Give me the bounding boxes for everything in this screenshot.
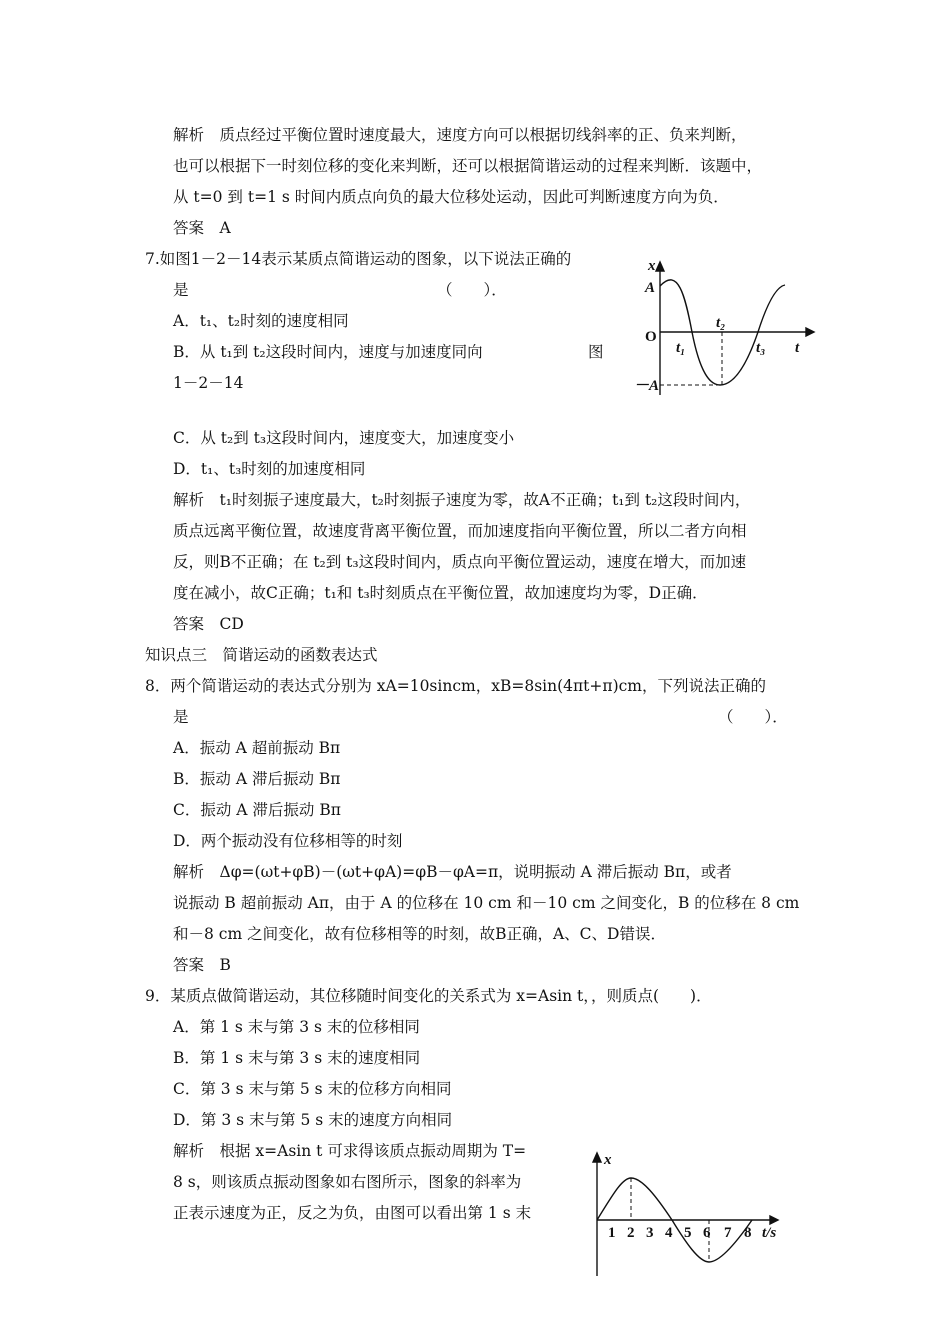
figure-sine-graph (584, 1148, 794, 1280)
fig1-label-t3: t₃ (756, 340, 766, 356)
text-line: A．第 1 s 末与第 3 s 末的位移相同 (173, 1018, 420, 1036)
text-line: 答案 A (173, 219, 231, 237)
fig1-label-t2: t₂ (716, 315, 726, 331)
text-line: 1－2－14 (173, 374, 244, 392)
text-line: （ ）． (437, 281, 507, 299)
fig2-label-ts: t/s (762, 1225, 777, 1241)
text-line: 8．两个简谐运动的表达式分别为 xA=10sincm，xB=8sin(4πt+π)cm，下列说法正确的 (145, 677, 767, 695)
fig2-tick-8: 8 (744, 1225, 752, 1241)
y-axis-arrow (656, 262, 664, 271)
text-line: 8 s，则该质点振动图象如右图所示，图象的斜率为 (173, 1173, 522, 1191)
fig2-tick-4: 4 (665, 1225, 673, 1241)
text-line: D．t₁、t₃时刻的加速度相同 (173, 460, 366, 478)
fig2-tick-2: 2 (627, 1225, 635, 1241)
text-line: C．第 3 s 末与第 5 s 末的位移方向相同 (173, 1080, 452, 1098)
text-line: 正表示速度为正，反之为负，由图可以看出第 1 s 末 (173, 1204, 532, 1222)
text-line: C．从 t₂到 t₃这段时间内，速度变大，加速度变小 (173, 429, 515, 447)
fig2-tick-6: 6 (703, 1225, 711, 1241)
text-line: 图 (588, 343, 604, 361)
figure-1-2-14-graph (630, 255, 820, 405)
fig2-tick-7: 7 (724, 1225, 732, 1241)
text-line: 说振动 B 超前振动 Aπ，由于 A 的位移在 10 cm 和－10 cm 之间变化，B 的位移在 8 cm (173, 894, 800, 912)
text-line: 解析 t₁时刻振子速度最大，t₂时刻振子速度为零，故A不正确；t₁到 t₂这段时间内， (173, 491, 751, 509)
text-line: B．第 1 s 末与第 3 s 末的速度相同 (173, 1049, 421, 1067)
fig1-label-x: x (648, 258, 656, 274)
text-line: 答案 B (173, 956, 231, 974)
text-line: B．从 t₁到 t₂这段时间内，速度与加速度同向 (173, 343, 483, 361)
text-line: 反，则B不正确；在 t₂到 t₃这段时间内，质点向平衡位置运动，速度在增大，而加速 (173, 553, 747, 571)
text-line: 解析 Δφ=(ωt+φB)－(ωt+φA)=φB－φA=π，说明振动 A 滞后振动 Bπ，或者 (173, 863, 732, 881)
text-line: 质点远离平衡位置，故速度背离平衡位置，而加速度指向平衡位置，所以二者方向相 (173, 522, 747, 540)
text-line: 和－8 cm 之间变化，故有位移相等的时刻，故B正确，A、C、D错误． (173, 925, 666, 943)
text-line: A．振动 A 超前振动 Bπ (173, 739, 341, 757)
text-line: A．t₁、t₂时刻的速度相同 (173, 312, 349, 330)
fig2-tick-3: 3 (646, 1225, 654, 1241)
text-line: 从 t=0 到 t=1 s 时间内质点向负的最大位移处运动，因此可判断速度方向为负． (173, 188, 729, 206)
text-line: 度在减小，故C正确；t₁和 t₃时刻质点在平衡位置，故加速度均为零，D正确． (173, 584, 708, 602)
fig1-label-a: A (645, 280, 656, 296)
fig1-label-minus-a: －A (634, 378, 660, 394)
fig2-label-x: x (604, 1152, 612, 1168)
text-line: 答案 CD (173, 615, 244, 633)
text-line: 知识点三 简谐运动的函数表达式 (145, 646, 378, 664)
text-line: C．振动 A 滞后振动 Bπ (173, 801, 341, 819)
text-line: 是 (173, 708, 189, 726)
x-axis-arrow (770, 1216, 778, 1224)
x-axis-arrow (806, 328, 814, 336)
text-line: 也可以根据下一时刻位移的变化来判断，还可以根据简谐运动的过程来判断．该题中， (173, 157, 763, 175)
fig1-label-t: t (795, 340, 800, 356)
text-line: B．振动 A 滞后振动 Bπ (173, 770, 341, 788)
fig2-tick-5: 5 (684, 1225, 692, 1241)
text-line: 解析 质点经过平衡位置时速度最大，速度方向可以根据切线斜率的正、负来判断， (173, 126, 747, 144)
fig2-tick-1: 1 (608, 1225, 616, 1241)
text-line: D．两个振动没有位移相等的时刻 (173, 832, 403, 850)
text-line: 7.如图1－2－14表示某质点简谐运动的图象，以下说法正确的 (145, 250, 572, 268)
text-line: （ ）． (718, 708, 788, 726)
fig1-label-t1: t₁ (676, 340, 686, 356)
text-line: 是 (173, 281, 189, 299)
text-line: 9．某质点做简谐运动，其位移随时间变化的关系式为 x=Asin t，，则质点( )． (145, 987, 712, 1005)
text-line: D．第 3 s 末与第 5 s 末的速度方向相同 (173, 1111, 453, 1129)
text-line: 解析 根据 x=Asin t 可求得该质点振动周期为 T= (173, 1142, 527, 1160)
y-axis-arrow (593, 1153, 601, 1162)
fig1-label-o: O (645, 329, 657, 345)
